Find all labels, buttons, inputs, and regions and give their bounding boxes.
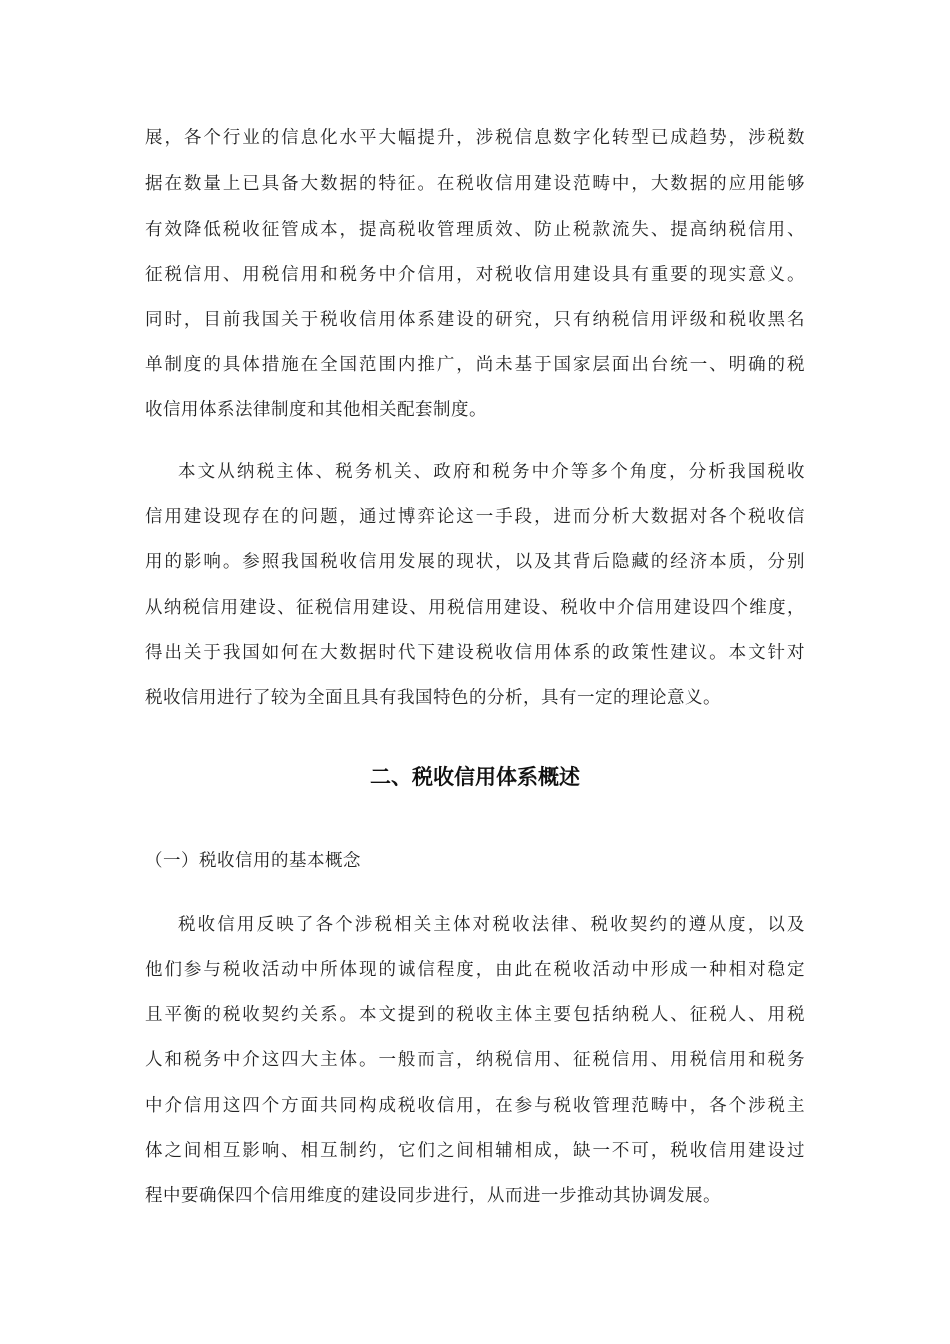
paragraph-1-line: 据在数量上已具备大数据的特征。在税收信用建设范畴中，大数据的应用能够 — [145, 174, 805, 194]
paragraph-3-line: 且平衡的税收契约关系。本文提到的税收主体主要包括纳税人、征税人、用税 — [145, 1005, 805, 1025]
paragraph-3-line: 他们参与税收活动中所体现的诚信程度，由此在税收活动中形成一种相对稳定 — [145, 960, 805, 980]
paragraph-3-line: 中介信用这四个方面共同构成税收信用，在参与税收管理范畴中，各个涉税主 — [145, 1096, 805, 1116]
paragraph-2-line: 得出关于我国如何在大数据时代下建设税收信用体系的政策性建议。本文针对 — [145, 643, 805, 663]
section-heading: 二、税收信用体系概述 — [370, 765, 580, 789]
paragraph-3-line: 税收信用反映了各个涉税相关主体对税收法律、税收契约的遵从度，以及 — [178, 915, 805, 935]
paragraph-2-line: 税收信用进行了较为全面且具有我国特色的分析，具有一定的理论意义。 — [145, 688, 721, 708]
paragraph-2-line: 本文从纳税主体、税务机关、政府和税务中介等多个角度，分析我国税收 — [178, 462, 805, 482]
paragraph-2-line: 从纳税信用建设、征税信用建设、用税信用建设、税收中介信用建设四个维度， — [145, 598, 805, 618]
paragraph-1-line: 展，各个行业的信息化水平大幅提升，涉税信息数字化转型已成趋势，涉税数 — [145, 128, 805, 148]
paragraph-3-line: 程中要确保四个信用维度的建设同步进行，从而进一步推动其协调发展。 — [145, 1186, 721, 1206]
paragraph-1-line: 有效降低税收征管成本，提高税收管理质效、防止税款流失、提高纳税信用、 — [145, 220, 805, 240]
subsection-heading: （一）税收信用的基本概念 — [145, 851, 361, 871]
paragraph-1-line: 收信用体系法律制度和其他相关配套制度。 — [145, 400, 487, 420]
paragraph-3-line: 体之间相互影响、相互制约，它们之间相辅相成，缺一不可，税收信用建设过 — [145, 1141, 805, 1161]
paragraph-2-line: 用的影响。参照我国税收信用发展的现状，以及其背后隐藏的经济本质，分别 — [145, 552, 805, 572]
paragraph-1-line: 征税信用、用税信用和税务中介信用，对税收信用建设具有重要的现实意义。 — [145, 265, 805, 285]
paragraph-2-line: 信用建设现存在的问题，通过博弈论这一手段，进而分析大数据对各个税收信 — [145, 507, 805, 527]
paragraph-3-line: 人和税务中介这四大主体。一般而言，纳税信用、征税信用、用税信用和税务 — [145, 1050, 805, 1070]
paragraph-1-line: 同时，目前我国关于税收信用体系建设的研究，只有纳税信用评级和税收黑名 — [145, 310, 805, 330]
paragraph-1-line: 单制度的具体措施在全国范围内推广，尚未基于国家层面出台统一、明确的税 — [145, 355, 805, 375]
